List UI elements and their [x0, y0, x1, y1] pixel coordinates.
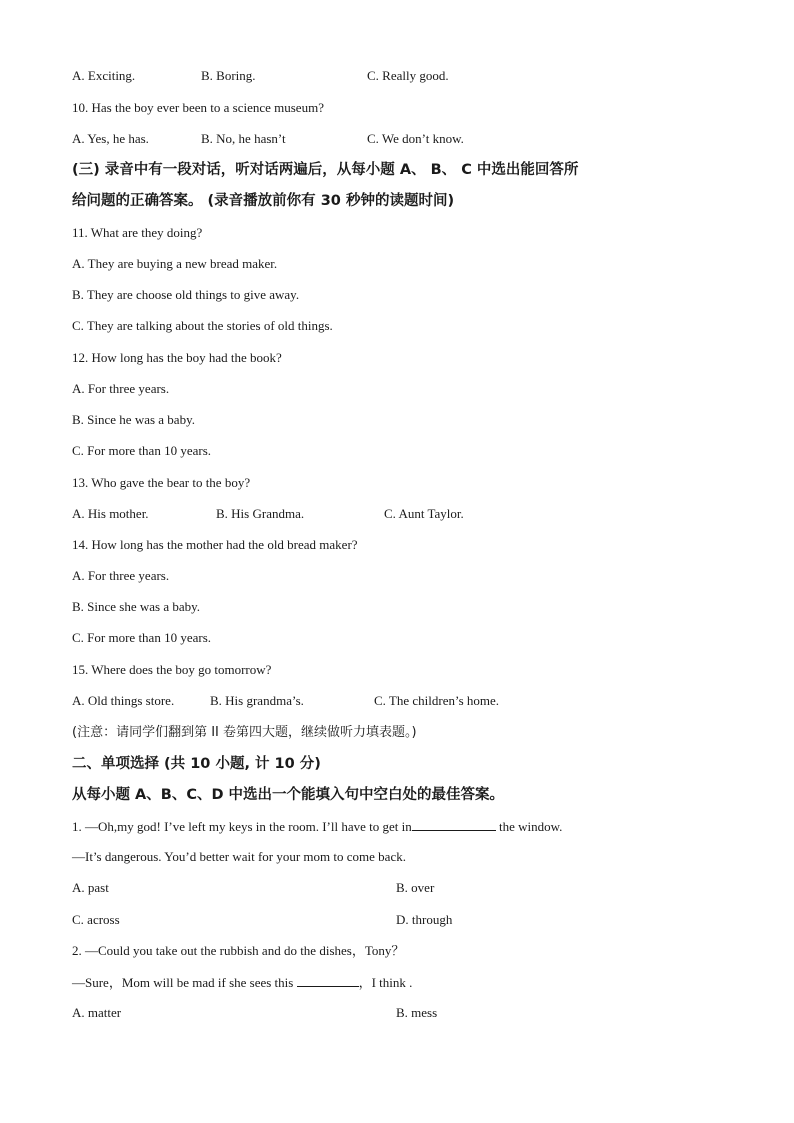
q15-option-c: C. The children’s home. — [374, 693, 500, 708]
mc2-option-b: B. mess — [396, 1005, 438, 1020]
mc1-option-a: A. past — [72, 880, 109, 895]
q13-option-c: C. Aunt Taylor. — [384, 506, 464, 521]
mc2-option-a: A. matter — [72, 1005, 122, 1020]
mc2-question: 2. —Could you take out the rubbish and do the dishes，Tony？ — [72, 943, 405, 958]
q12-option-a: A. For three years. — [72, 381, 170, 396]
q10-question: 10. Has the boy ever been to a science museum? — [72, 100, 324, 115]
q10-option-a: A. Yes, he has. — [72, 131, 149, 146]
q11-option-a: A. They are buying a new bread maker. — [72, 256, 278, 271]
mc2-response-text: —Sure，Mom will be mad if she sees this — [72, 975, 297, 990]
q13-question: 13. Who gave the bear to the boy? — [72, 475, 251, 490]
mc1-option-d: D. through — [396, 912, 453, 927]
q12-option-c: C. For more than 10 years. — [72, 443, 212, 458]
q14-option-c: C. For more than 10 years. — [72, 630, 212, 645]
q10-option-b: B. No, he hasn’t — [201, 131, 286, 146]
mc2-answer-blank — [297, 974, 359, 987]
q15-question: 15. Where does the boy go tomorrow? — [72, 662, 272, 677]
mc1-question-tail: the window. — [495, 819, 563, 834]
section3-heading-line2: 给问题的正确答案。 (录音播放前你有 30 秒钟的读题时间) — [72, 193, 455, 209]
mc1-answer-blank — [412, 818, 496, 831]
q9-option-b: B. Boring. — [201, 68, 256, 83]
section3-heading-line1: (三) 录音中有一段对话，听对话两遍后，从每小题 A、 B、 C 中选出能回答所 — [72, 162, 579, 178]
mc1-option-c: C. across — [72, 912, 120, 927]
q13-option-b: B. His Grandma. — [216, 506, 305, 521]
q15-option-a: A. Old things store. — [72, 693, 175, 708]
turn-page-note: (注意：请同学们翻到第 II 卷第四大题，继续做听力填表题。) — [72, 725, 417, 740]
mc1-question-text: 1. —Oh,my god! I’ve left my keys in the room. I’ll have to get in — [72, 819, 412, 834]
q10-option-c: C. We don’t know. — [367, 131, 464, 146]
part2-instruction: 从每小题 A、B、C、D 中选出一个能填入句中空白处的最佳答案。 — [72, 787, 505, 803]
q14-option-a: A. For three years. — [72, 568, 170, 583]
mc1-question — [72, 818, 562, 835]
q11-option-b: B. They are choose old things to give away. — [72, 287, 300, 302]
q9-option-c: C. Really good. — [367, 68, 449, 83]
part2-title: 二、单项选择 (共 10 小题, 计 10 分) — [72, 756, 321, 772]
q11-question: 11. What are they doing? — [72, 225, 203, 240]
q14-question: 14. How long has the mother had the old bread maker? — [72, 537, 358, 552]
q12-option-b: B. Since he was a baby. — [72, 412, 195, 427]
mc1-option-b: B. over — [396, 880, 435, 895]
q13-option-a: A. His mother. — [72, 506, 149, 521]
q9-option-a: A. Exciting. — [72, 68, 136, 83]
mc2-response — [72, 974, 412, 991]
q12-question: 12. How long has the boy had the book? — [72, 350, 282, 365]
q11-option-c: C. They are talking about the stories of old things. — [72, 318, 333, 333]
q14-option-b: B. Since she was a baby. — [72, 599, 201, 614]
mc2-response-tail: ，I think . — [358, 975, 413, 990]
q15-option-b: B. His grandma’s. — [210, 693, 304, 708]
mc1-response: —It’s dangerous. You’d better wait for your mom to come back. — [72, 849, 406, 864]
